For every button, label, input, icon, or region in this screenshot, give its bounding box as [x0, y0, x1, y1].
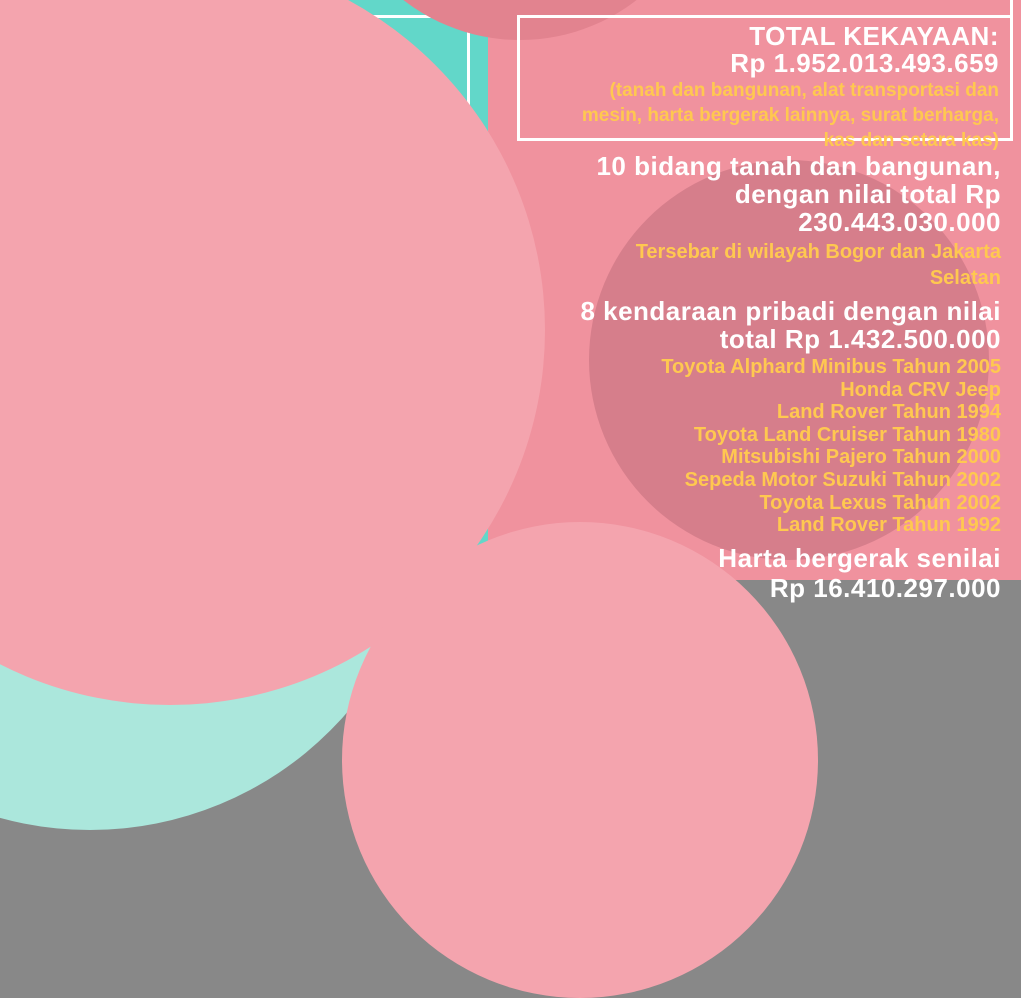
- right-other-assets-section: [498, 545, 1001, 602]
- right-land-location: [498, 239, 1001, 291]
- right-vehicles-heading-item: total Rp 1.432.500.000: [719, 324, 1001, 354]
- right-vehicle-list-item: Land Rover Tahun 1994: [776, 401, 1001, 424]
- right-panel: [488, 0, 1021, 603]
- other-assets-heading: Harta bergerak senilai: [718, 543, 1001, 573]
- right-land-location-item: Tersebar di wilayah Bogor dan Jakarta: [635, 241, 1001, 263]
- right-land-section: [498, 152, 1001, 291]
- right-land-location-item: Selatan: [929, 267, 1001, 289]
- right-vehicle-list-item: Toyota Lexus Tahun 2002: [759, 491, 1001, 514]
- right-total-amount: Rp 1.952.013.493.659: [730, 48, 999, 78]
- right-land-heading-item: dengan nilai total Rp: [734, 179, 1001, 209]
- right-land-heading: [498, 152, 1001, 236]
- right-vehicle-list-item: Toyota Alphard Minibus Tahun 2005: [661, 356, 1001, 378]
- right-total-note-item: kas dan setara kas): [823, 130, 999, 151]
- right-total-box: [517, 15, 1013, 151]
- right-vehicle-list: [498, 356, 1001, 537]
- right-vehicle-list-item: Land Rover Tahun 1992: [776, 514, 1001, 537]
- right-vehicle-list-item: Toyota Land Cruiser Tahun 1980: [693, 423, 1001, 446]
- right-vehicles-section: [498, 297, 1001, 537]
- right-vehicle-list-item: Honda CRV Jeep: [840, 378, 1001, 401]
- right-land-heading-item: 10 bidang tanah dan bangunan,: [596, 151, 1001, 181]
- right-total-note-item: mesin, harta bergerak lainnya, surat berharga,: [581, 105, 999, 126]
- right-land-heading-item: 230.443.030.000: [798, 207, 1001, 237]
- right-vehicle-list-item: Sepeda Motor Suzuki Tahun 2002: [684, 468, 1001, 491]
- right-total-note: [530, 78, 999, 153]
- right-vehicles-heading-item: 8 kendaraan pribadi dengan nilai: [580, 296, 1001, 326]
- other-assets-amount-cutoff: Rp 16.410.297.000: [769, 573, 1001, 603]
- right-total-title: TOTAL KEKAYAAN:: [749, 21, 999, 51]
- right-total-note-item: (tanah dan bangunan, alat transportasi dan: [609, 80, 999, 101]
- right-vehicles-heading: [498, 297, 1001, 353]
- cropped-frame-edge-right: [1010, 0, 1013, 16]
- right-vehicle-list-item: Mitsubishi Pajero Tahun 2000: [721, 446, 1001, 469]
